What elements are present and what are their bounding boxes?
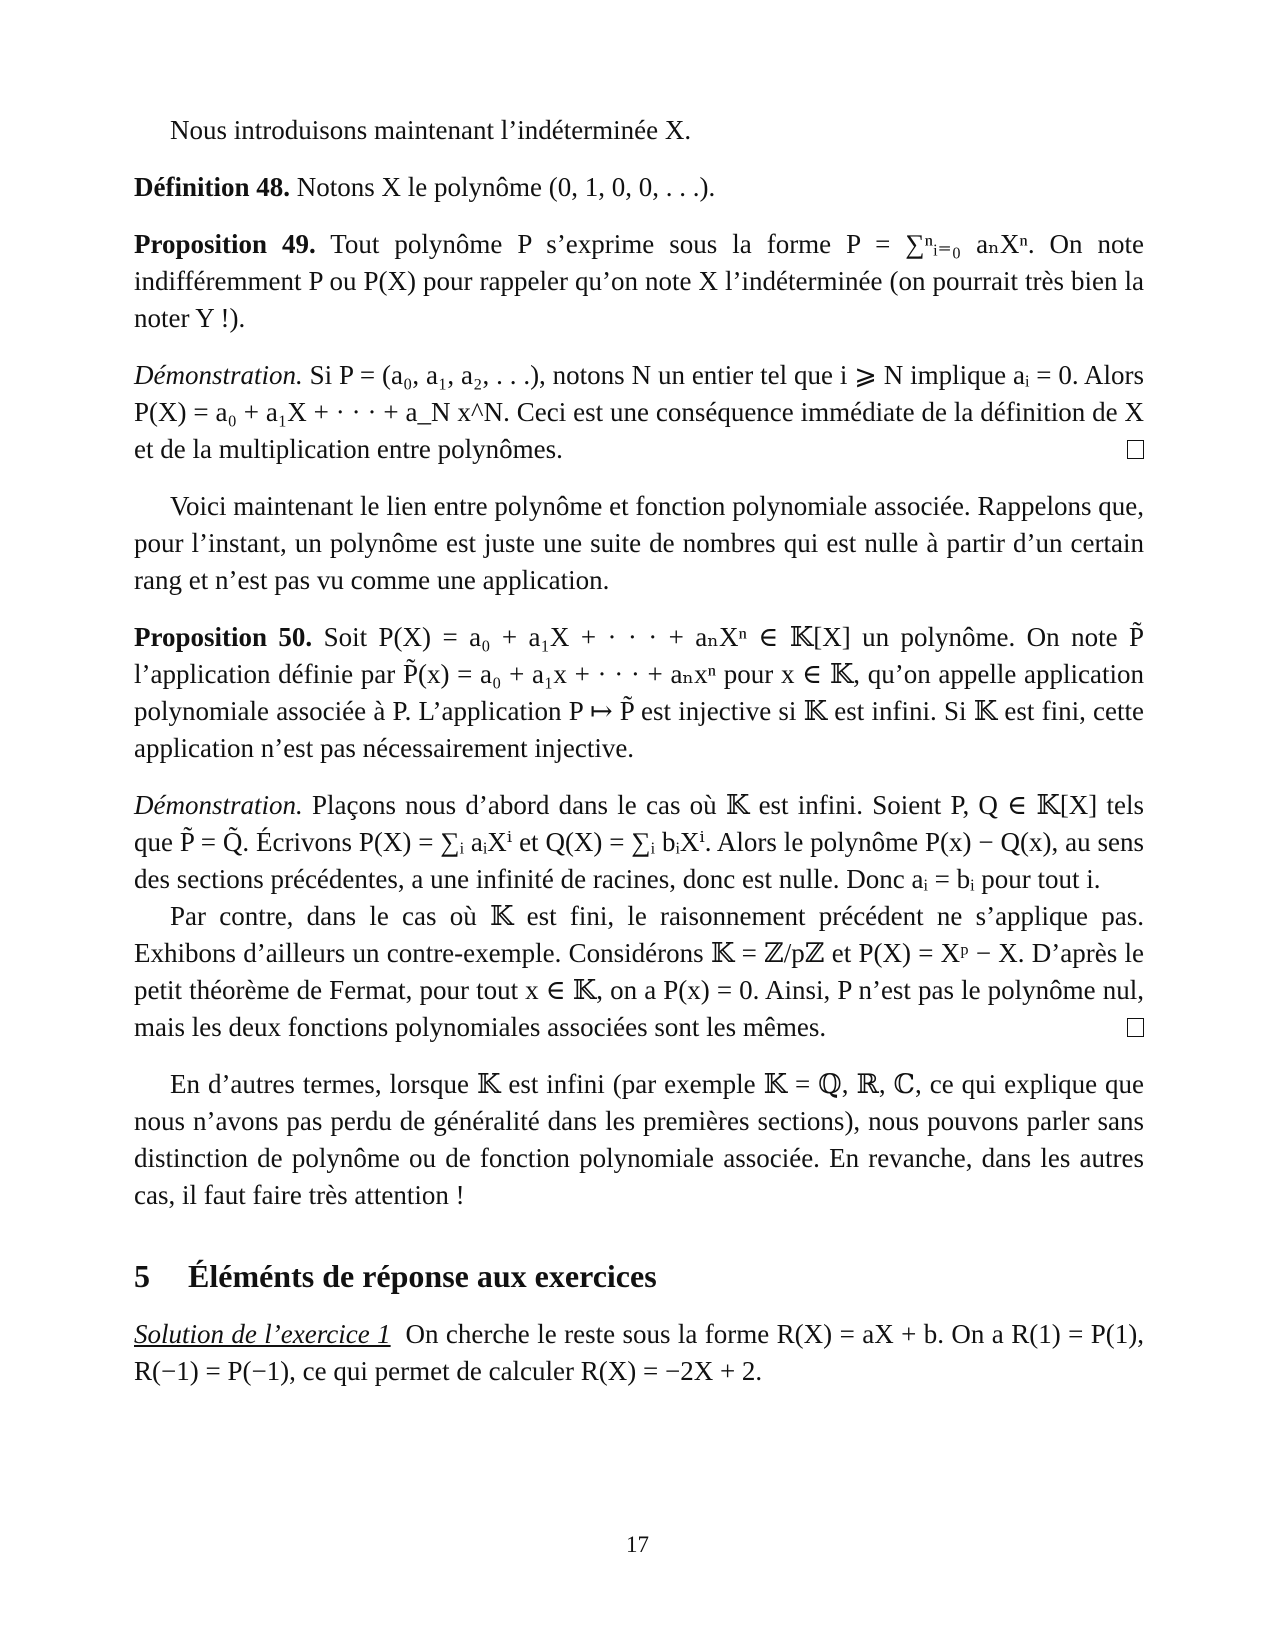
proposition-50-text: Soit P(X) = a₀ + a₁X + · · · + aₙXⁿ ∈ 𝕂[X] un polynôme. On note P̃ l’application définie par P̃(x) = a₀ + a₁x + · · · + aₙxⁿ pour x ∈ 𝕂, qu’on appelle application polynomiale associée à P. L’application P ↦ P̃ est injective si 𝕂 est infini. Si 𝕂 est fini, cette application n’est pas nécessairement injective. [134, 622, 1145, 763]
document-page [134, 112, 1144, 1390]
solution-1-text: On cherche le reste sous la forme R(X) = aX + b. On a R(1) = P(1), R(−1) = P(−1), ce qui permet de calculer R(X) = −2X + 2. [134, 1319, 1144, 1386]
section-number: 5 [134, 1258, 150, 1294]
intro-paragraph: Nous introduisons maintenant l’indéterminée X. [170, 115, 692, 145]
page-number: 17 [626, 1532, 649, 1557]
section-heading [134, 1256, 1144, 1296]
qed-square-icon [1127, 1018, 1144, 1037]
conclusion-paragraph: En d’autres termes, lorsque 𝕂 est infini (par exemple 𝕂 = ℚ, ℝ, ℂ, ce qui explique que nous n’avons pas perdu de généralité dans les premières sections), nous pouvons parler sans distinction de polynôme ou de fonction polynomiale associée. En revanche, dans les autres cas, il faut faire très attention ! [134, 1069, 1144, 1210]
proposition-49 [134, 226, 1144, 337]
demonstration-2-text-2: Par contre, dans le cas où 𝕂 est fini, le raisonnement précédent ne s’applique pas. Exhibons d’ailleurs un contre-exemple. Considérons 𝕂 = ℤ/pℤ et P(X) = Xᵖ − X. D’après le petit théorème de Fermat, pour tout x ∈ 𝕂, on a P(x) = 0. Ainsi, P n’est pas le polynôme nul, mais les deux fonctions polynomiales associées sont les mêmes. [134, 901, 1144, 1042]
solution-1-label: Solution de l’exercice 1 [134, 1319, 391, 1349]
demonstration-2 [134, 787, 1144, 898]
definition-48 [134, 169, 1144, 206]
definition-label: Définition 48. [134, 172, 291, 202]
proposition-49-label: Proposition 49. [134, 229, 316, 259]
section-title: Éléménts de réponse aux exercices [188, 1258, 657, 1294]
demonstration-1-text: Si P = (a₀, a₁, a₂, . . .), notons N un entier tel que i ⩾ N implique aᵢ = 0. Alors P(X) = a₀ + a₁X + · · · + a_N x^N. Ceci est une conséquence immédiate de la définition de X et de la multiplication entre polynômes. [134, 360, 1144, 464]
solution-1 [134, 1316, 1144, 1390]
proposition-50-label: Proposition 50. [134, 622, 313, 652]
proposition-50 [134, 619, 1144, 767]
demonstration-1-label: Démonstration. [134, 360, 303, 390]
demonstration-2-label: Démonstration. [134, 790, 303, 820]
demonstration-1 [134, 357, 1144, 468]
qed-square-icon [1127, 440, 1144, 459]
proposition-49-text: Tout polynôme P s’exprime sous la forme P = ∑ⁿᵢ₌₀ aₙXⁿ. On note indifféremment P ou P(X) pour rappeler qu’on note X l’indéterminée (on pourrait très bien la noter Y !). [134, 229, 1145, 333]
demonstration-2-text-1: Plaçons nous d’abord dans le cas où 𝕂 est infini. Soient P, Q ∈ 𝕂[X] tels que P̃ = Q̃. Écrivons P(X) = ∑ᵢ aᵢXⁱ et Q(X) = ∑ᵢ bᵢXⁱ. Alors le polynôme P(x) − Q(x), au sens des sections précédentes, a une infinité de racines, donc est nulle. Donc aᵢ = bᵢ pour tout i. [134, 790, 1145, 894]
demonstration-2-continued [134, 898, 1144, 1046]
link-paragraph: Voici maintenant le lien entre polynôme et fonction polynomiale associée. Rappelons que, pour l’instant, un polynôme est juste une suite de nombres qui est nulle à partir d’un certain rang et n’est pas vu comme une application. [134, 491, 1144, 595]
definition-text: Notons X le polynôme (0, 1, 0, 0, . . .). [296, 172, 716, 202]
